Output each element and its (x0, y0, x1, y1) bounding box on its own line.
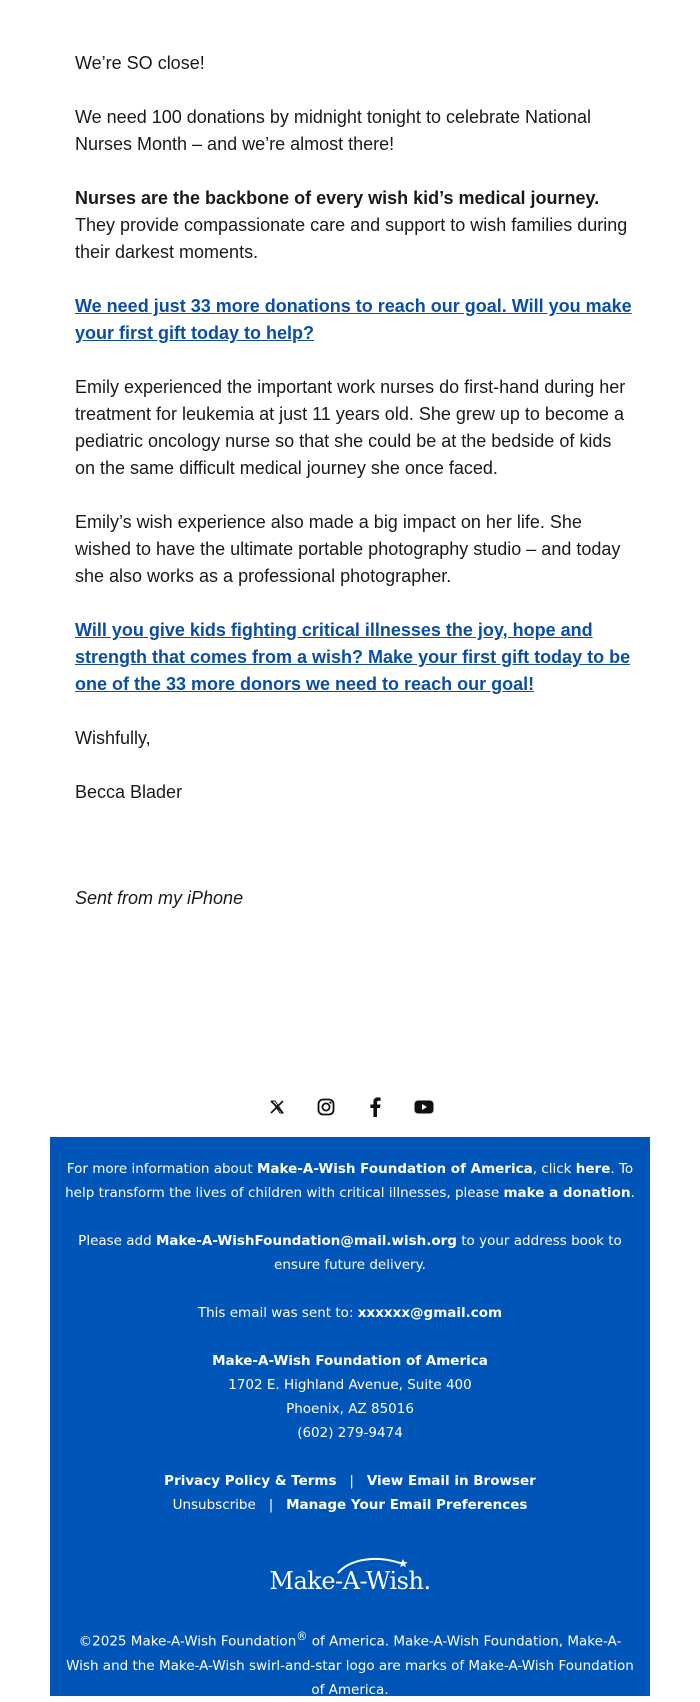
footer-links-row-1 (65, 1469, 635, 1493)
nurses-text: They provide compassionate care and support to wish families during their darkest moments. (75, 215, 628, 262)
registered-mark: ® (296, 1630, 308, 1643)
deadline-text-post: to celebrate National Nurses Month – and we’re almost there! (75, 107, 592, 154)
footer-address-book: Please add Make-A-WishFoundation@mail.wish.org to your address book to ensure future delivery. (78, 1233, 622, 1273)
address-line-2: Phoenix, AZ 85016 (286, 1401, 414, 1417)
manage-preferences-link[interactable]: Manage Your Email Preferences (286, 1497, 528, 1513)
deadline-text-pre: We need 100 donations by (75, 107, 294, 127)
view-in-browser-link[interactable]: View Email in Browser (366, 1473, 536, 1489)
email-footer (50, 1137, 650, 1696)
email-body (75, 50, 635, 806)
paragraph-deadline (75, 104, 635, 158)
here-link[interactable]: here (575, 1161, 611, 1177)
donate-link-1[interactable]: We need just 33 more donations to reach our goal. Will you make your first gift today to help? (75, 296, 632, 343)
footer-info: For more information about Make-A-Wish Foundation of America, click here. To help transform the lives of children with critical illnesses, please make a donation. (65, 1161, 635, 1201)
logo-text: Make-A-Wish. (269, 1567, 431, 1595)
address-org-name: Make-A-Wish Foundation of America (212, 1353, 488, 1369)
phone-number: (602) 279-9474 (297, 1425, 403, 1441)
paragraph-emily-wish: Emily’s wish experience also made a big impact on her life. She wished to have the ultimate portable photography studio – and today she also works as a professional photographer. (75, 512, 621, 586)
paragraph-nurses (75, 185, 635, 266)
youtube-icon[interactable] (410, 1093, 438, 1121)
x-icon[interactable] (263, 1093, 291, 1121)
signature-name: Becca Blader (75, 782, 183, 802)
paragraph-emily-story: Emily experienced the important work nurses do first-hand during her treatment for leukemia at just 11 years old. She grew up to become a pediatric oncology nurse so that she could be at the bedside of kids on the same difficult medical journey she once faced. (75, 377, 626, 478)
footer-copyright: ©2025 Make-A-Wish Foundation® of America. Make-A-Wish Foundation, Make-A-Wish and the Make-A-Wish swirl-and-star logo are marks of Make-A-Wish Foundation of America. (66, 1630, 634, 1698)
sender-email-link[interactable]: Make-A-WishFoundation@mail.wish.org (155, 1233, 457, 1249)
closing-text: Wishfully, (75, 728, 151, 748)
intro-text: We’re SO close! (75, 53, 205, 73)
address-line-1: 1702 E. Highland Avenue, Suite 400 (228, 1377, 472, 1393)
make-donation-link[interactable]: make a donation (503, 1185, 631, 1201)
instagram-icon[interactable] (312, 1093, 340, 1121)
donate-link-2[interactable]: Will you give kids fighting critical illnesses the joy, hope and strength that comes from a wish? Make your first gift today to be one of the 33 more donors we need to reach our goal! (75, 620, 631, 694)
separator: | (349, 1473, 354, 1489)
deadline-emphasis: midnight tonight (293, 107, 421, 127)
org-link[interactable]: Make-A-Wish Foundation of America (256, 1161, 533, 1177)
social-links (0, 1093, 700, 1121)
facebook-icon[interactable] (361, 1093, 389, 1121)
recipient-email-link[interactable]: xxxxxx@gmail.com (357, 1305, 503, 1321)
nurses-headline: Nurses are the backbone of every wish kid’s medical journey. (75, 188, 600, 208)
footer-links-row-2 (65, 1493, 635, 1517)
footer-address (65, 1349, 635, 1445)
privacy-policy-link[interactable]: Privacy Policy & Terms (164, 1473, 337, 1489)
make-a-wish-logo[interactable] (50, 1557, 650, 1601)
separator: | (268, 1497, 274, 1513)
sent-from-iphone: Sent from my iPhone (75, 888, 244, 908)
footer-sent-to: This email was sent to: xxxxxx@gmail.com (197, 1305, 503, 1321)
unsubscribe-link[interactable]: Unsubscribe (172, 1497, 256, 1513)
